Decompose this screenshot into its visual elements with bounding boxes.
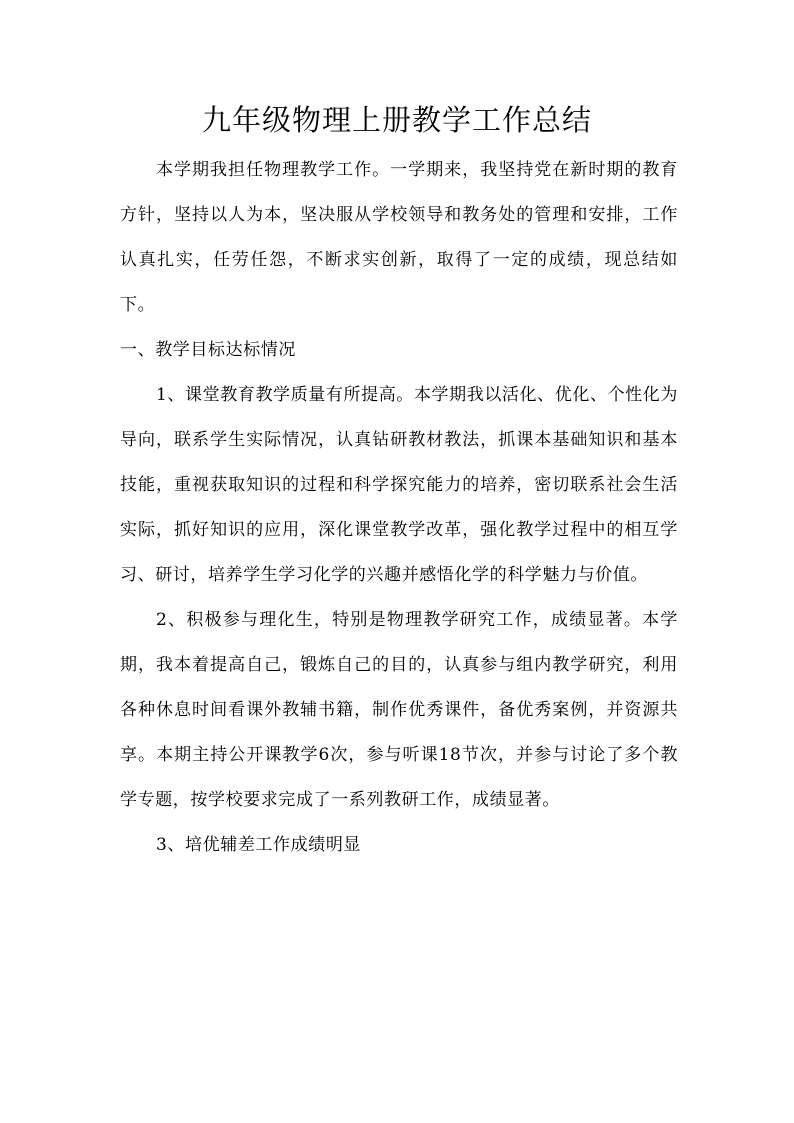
section-heading-goals: 一、教学目标达标情况 <box>120 340 296 360</box>
paragraph-item-1: 1、课堂教育教学质量有所提高。本学期我以活化、优化、个性化为导向，联系学生实际情况，认真钻研教材教法，抓课本基础知识和基本技能，重视获取知识的过程和科学探究能力的培养，密切联系社会生活实际，抓好知识的应用，深化课堂教学改革，强化教学过程中的相互学习、研讨，培养学生学习化学的兴趣并感悟化学的科学魅力与价值。 <box>120 385 678 585</box>
document-body <box>120 148 678 868</box>
paragraph-item-3: 3、培优辅差工作成绩明显 <box>156 835 362 855</box>
paragraph-item-2: 2、积极参与理化生，特别是物理教学研究工作，成绩显著。本学期，我本着提高自己，锻炼自己的目的，认真参与组内教学研究，利用各种休息时间看课外教辅书籍，制作优秀课件，备优秀案例，并资源共享。本期主持公开课教学6次，参与听课18节次，并参与讨论了多个教学专题，按学校要求完成了一系列教研工作，成绩显著。 <box>120 610 678 810</box>
document-title: 九年级物理上册教学工作总结 <box>201 103 592 137</box>
paragraph-intro: 本学期我担任物理教学工作。一学期来，我坚持党在新时期的教育方针，坚持以人为本，坚决服从学校领导和教务处的管理和安排，工作认真扎实，任劳任怨，不断求实创新，取得了一定的成绩，现总结如下。 <box>120 160 678 315</box>
